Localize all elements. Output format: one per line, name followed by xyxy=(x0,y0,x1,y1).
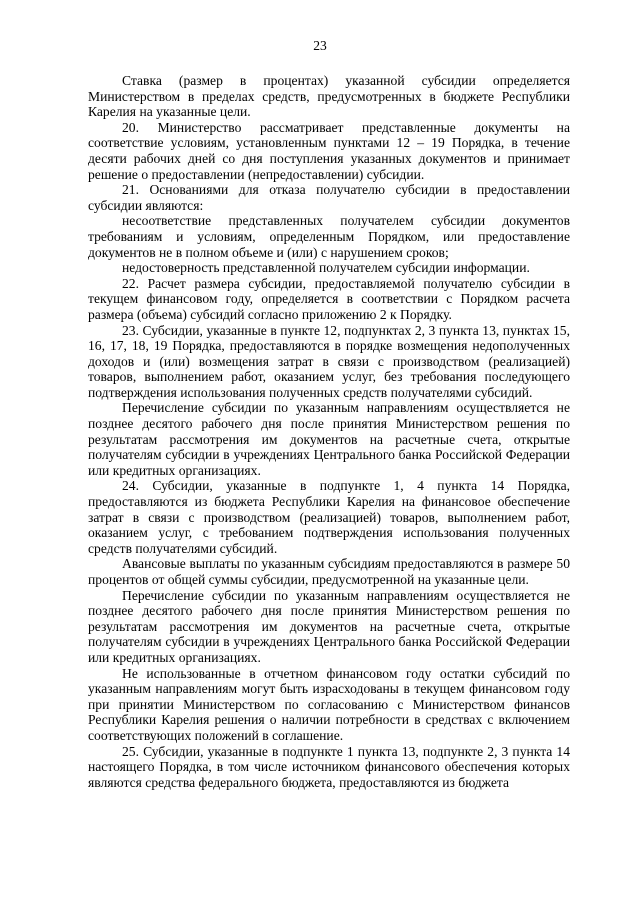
paragraph-24-remainder: Не использованные в отчетном финансовом году остатки субсидий по указанным направлениям могут быть израсходованы в текущем финансовом году при принятии Министерством по согласованию с Министерством финансов Республики Карелия решения о наличии потребности в средствах с включением соответствующих положений в соглашение. xyxy=(88,665,570,743)
paragraph-24-transfer: Перечисление субсидии по указанным направлениям осуществляется не позднее десятого рабочего дня после принятия Министерством решения по результатам рассмотрения им документов на расчетные счета, открытые получателям субсидии в учреждениях Центрального банка Российской Федерации или кредитных организациях. xyxy=(88,587,570,665)
paragraph-rate: Ставка (размер в процентах) указанной субсидии определяется Министерством в пределах средств, предусмотренных в бюджете Республики Карелия на указанные цели. xyxy=(88,73,570,120)
paragraph-24-advance: Авансовые выплаты по указанным субсидиям предоставляются в размере 50 процентов от общей суммы субсидии, предусмотренной на указанные цели. xyxy=(88,556,570,587)
paragraph-24: 24. Субсидии, указанные в подпункте 1, 4 пункта 14 Порядка, предоставляются из бюджета Республики Карелия на финансовое обеспечение затрат в связи с производством (реализацией) товаров, выполнением работ, оказанием услуг, с требованием подтверждения использования полученных средств получателями субсидий. xyxy=(88,478,570,556)
paragraph-22: 22. Расчет размера субсидии, предоставляемой получателю субсидии в текущем финансовом году, определяется в соответствии с Порядком расчета размера (объема) субсидий согласно приложению 2 к Порядку. xyxy=(88,275,570,322)
paragraph-25: 25. Субсидии, указанные в подпункте 1 пункта 13, подпункте 2, 3 пункта 14 настоящего Порядка, в том числе источником финансового обеспечения которых являются средства федерального бюджета, предоставляются из бюджета xyxy=(88,743,570,790)
paragraph-20: 20. Министерство рассматривает представленные документы на соответствие условиям, установленным пунктами 12 – 19 Порядка, в течение десяти рабочих дней со дня поступления указанных документов и принимает решение о предоставлении (непредоставлении) субсидии. xyxy=(88,119,570,182)
paragraph-21: 21. Основаниями для отказа получателю субсидии в предоставлении субсидии являются: xyxy=(88,182,570,213)
paragraph-21-item-1: несоответствие представленных получателем субсидии документов требованиям и условиям, определенным Порядком, или предоставление документов не в полном объеме и (или) с нарушением сроков; xyxy=(88,213,570,260)
document-body xyxy=(88,73,570,790)
paragraph-21-item-2: недостоверность представленной получателем субсидии информации. xyxy=(122,260,530,276)
paragraph-23-transfer: Перечисление субсидии по указанным направлениям осуществляется не позднее десятого рабочего дня после принятия Министерством решения по результатам рассмотрения им документов на расчетные счета, открытые получателям субсидии в учреждениях Центрального банка Российской Федерации или кредитных организациях. xyxy=(88,400,570,478)
page-number: 23 xyxy=(313,38,327,53)
paragraph-23: 23. Субсидии, указанные в пункте 12, подпунктах 2, 3 пункта 13, пунктах 15, 16, 17, 18, 19 Порядка, предоставляются в порядке возмещения недополученных доходов и (или) возмещения затрат в связи с производством (реализацией) товаров, выполнением работ, оказанием услуг, без требования последующего подтверждения использования полученных средств получателями субсидий. xyxy=(88,322,570,400)
